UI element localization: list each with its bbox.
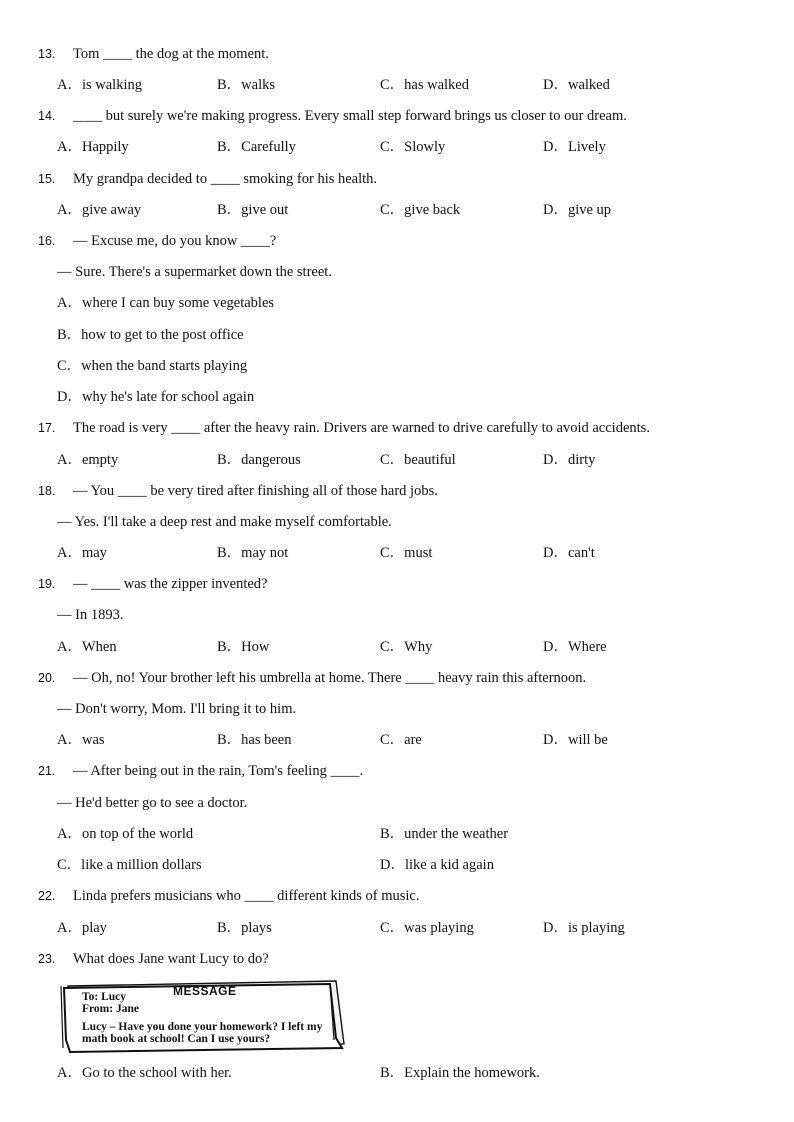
- option-b[interactable]: B．under the weather: [380, 826, 509, 842]
- option-a[interactable]: A．Go to the school with her.: [57, 1065, 232, 1081]
- option-b[interactable]: B．how to get to the post office: [57, 327, 244, 343]
- message-from: From: Jane: [82, 1003, 139, 1015]
- option-b[interactable]: B．How: [217, 639, 270, 655]
- option-c[interactable]: C．Why: [380, 639, 433, 655]
- question-stem: My grandpa decided to ____ smoking for his health.: [73, 171, 378, 187]
- option-a[interactable]: A．empty: [57, 452, 119, 468]
- option-d[interactable]: D．like a kid again: [380, 857, 494, 873]
- question-stem: The road is very ____ after the heavy rain. Drivers are warned to drive carefully to avoid accidents.: [73, 420, 650, 436]
- option-d[interactable]: D．walked: [543, 77, 610, 93]
- dialogue-reply: — Don't worry, Mom. I'll bring it to him.: [57, 701, 297, 717]
- option-a[interactable]: A．give away: [57, 202, 142, 218]
- option-d[interactable]: D．give up: [543, 202, 612, 218]
- question-number: 15.: [38, 172, 56, 186]
- option-d[interactable]: D．is playing: [543, 920, 625, 936]
- message-note: [58, 978, 350, 1054]
- message-line-1: Lucy – Have you done your homework? I left my: [82, 1021, 323, 1033]
- option-b[interactable]: B．has been: [217, 732, 292, 748]
- question-stem: Tom ____ the dog at the moment.: [73, 46, 269, 62]
- question-stem: — ____ was the zipper invented?: [73, 576, 268, 592]
- option-b[interactable]: B．give out: [217, 202, 289, 218]
- option-c[interactable]: C．Slowly: [380, 139, 446, 155]
- option-b[interactable]: B．Carefully: [217, 139, 296, 155]
- option-c[interactable]: C．give back: [380, 202, 461, 218]
- dialogue-reply: — In 1893.: [57, 607, 124, 623]
- dialogue-reply: — Yes. I'll take a deep rest and make myself comfortable.: [57, 514, 392, 530]
- question-number: 17.: [38, 421, 56, 435]
- question-number: 21.: [38, 764, 56, 778]
- option-a[interactable]: A．When: [57, 639, 117, 655]
- option-c[interactable]: C．when the band starts playing: [57, 358, 248, 374]
- message-title: MESSAGE: [173, 984, 237, 998]
- option-d[interactable]: D．will be: [543, 732, 608, 748]
- question-number: 20.: [38, 671, 56, 685]
- option-d[interactable]: D．Where: [543, 639, 607, 655]
- dialogue-reply: — Sure. There's a supermarket down the street.: [57, 264, 332, 280]
- question-stem: — After being out in the rain, Tom's feeling ____.: [73, 763, 364, 779]
- option-c[interactable]: C．are: [380, 732, 422, 748]
- question-stem: What does Jane want Lucy to do?: [73, 951, 269, 967]
- question-number: 14.: [38, 109, 56, 123]
- question-number: 18.: [38, 484, 56, 498]
- message-line-2: math book at school! Can I use yours?: [82, 1033, 271, 1045]
- option-c[interactable]: C．like a million dollars: [57, 857, 202, 873]
- option-a[interactable]: A．where I can buy some vegetables: [57, 295, 275, 311]
- question-stem: — You ____ be very tired after finishing all of those hard jobs.: [73, 483, 438, 499]
- option-a[interactable]: A．may: [57, 545, 107, 561]
- option-b[interactable]: B．walks: [217, 77, 275, 93]
- option-b[interactable]: B．may not: [217, 545, 289, 561]
- option-c[interactable]: C．was playing: [380, 920, 474, 936]
- option-d[interactable]: D．Lively: [543, 139, 606, 155]
- option-b[interactable]: B．dangerous: [217, 452, 301, 468]
- option-a[interactable]: A．was: [57, 732, 105, 748]
- question-stem: ____ but surely we're making progress. Every small step forward brings us closer to our dream.: [73, 108, 627, 124]
- message-to: To: Lucy: [82, 991, 126, 1003]
- option-c[interactable]: C．must: [380, 545, 433, 561]
- option-a[interactable]: A．on top of the world: [57, 826, 194, 842]
- option-b[interactable]: B．plays: [217, 920, 272, 936]
- question-number: 22.: [38, 889, 56, 903]
- question-number: 16.: [38, 234, 56, 248]
- option-c[interactable]: C．beautiful: [380, 452, 456, 468]
- question-number: 19.: [38, 577, 56, 591]
- option-a[interactable]: A．is walking: [57, 77, 142, 93]
- dialogue-reply: — He'd better go to see a doctor.: [57, 795, 248, 811]
- question-stem: Linda prefers musicians who ____ different kinds of music.: [73, 888, 420, 904]
- option-d[interactable]: D．can't: [543, 545, 595, 561]
- option-b[interactable]: B．Explain the homework.: [380, 1065, 540, 1081]
- option-d[interactable]: D．dirty: [543, 452, 596, 468]
- option-a[interactable]: A．play: [57, 920, 107, 936]
- question-number: 13.: [38, 47, 56, 61]
- question-number: 23.: [38, 952, 56, 966]
- option-d[interactable]: D．why he's late for school again: [57, 389, 255, 405]
- question-stem: — Excuse me, do you know ____?: [73, 233, 277, 249]
- option-c[interactable]: C．has walked: [380, 77, 469, 93]
- option-a[interactable]: A．Happily: [57, 139, 129, 155]
- question-stem: — Oh, no! Your brother left his umbrella at home. There ____ heavy rain this afternoon.: [73, 670, 587, 686]
